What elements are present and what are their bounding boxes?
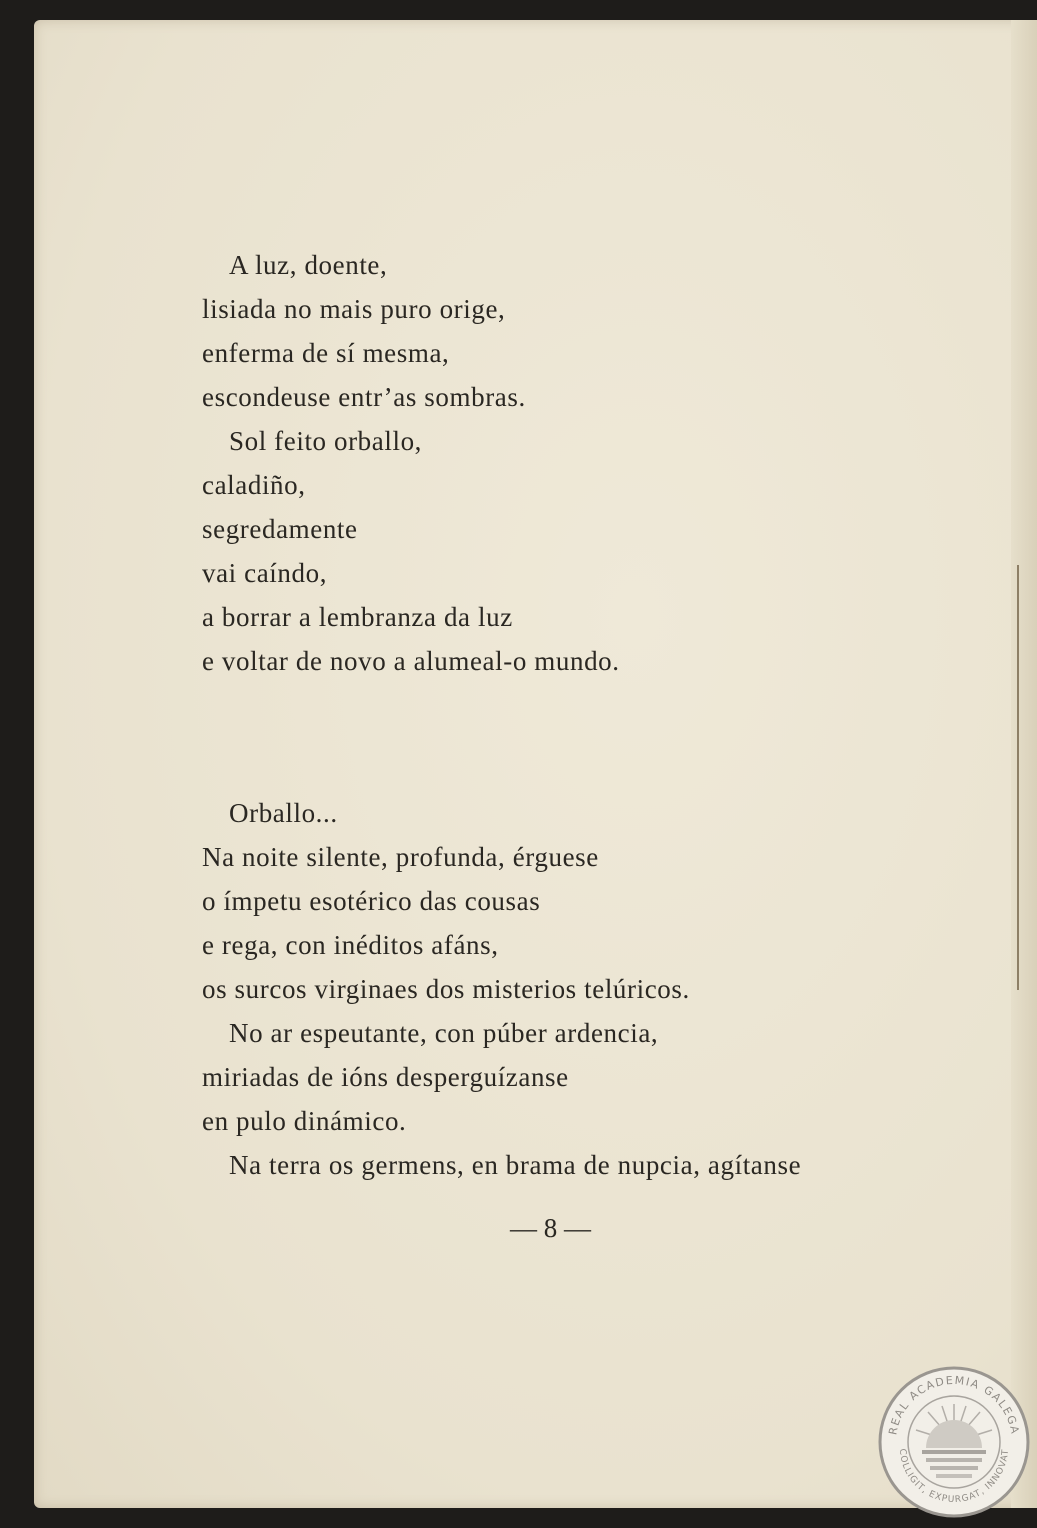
binding-stitch xyxy=(1017,565,1019,990)
poem-line: enferma de sí mesma, xyxy=(202,338,450,368)
poem-line: caladiño, xyxy=(202,470,306,500)
svg-text:COLLIGIT, EXPURGAT, INNOVAT: COLLIGIT, EXPURGAT, INNOVAT xyxy=(896,1448,1012,1506)
poem-line: Sol feito orballo, xyxy=(229,426,423,456)
page-number: — 8 — xyxy=(510,1213,591,1243)
poem-line: os surcos virginaes dos misterios telúricos. xyxy=(202,974,690,1004)
poem-line: miriadas de ións desperguízanse xyxy=(202,1062,569,1092)
page-gutter xyxy=(1011,20,1037,1508)
poem-line: Orballo... xyxy=(229,798,338,828)
poem-line: segredamente xyxy=(202,514,358,544)
poem-line: e voltar de novo a alumeal-o mundo. xyxy=(202,646,620,676)
poem-line: No ar espeutante, con púber ardencia, xyxy=(229,1018,659,1048)
poem-line: e rega, con inéditos afáns, xyxy=(202,930,499,960)
poem-line: Na noite silente, profunda, érguese xyxy=(202,842,599,872)
poem-line: vai caíndo, xyxy=(202,558,328,588)
poem-line: lisiada no mais puro orige, xyxy=(202,294,506,324)
seal-icon xyxy=(876,1364,1032,1520)
poem-line: A luz, doente, xyxy=(229,250,388,280)
poem-line: o ímpetu esotérico das cousas xyxy=(202,886,541,916)
poem-line: en pulo dinámico. xyxy=(202,1106,407,1136)
poem-line: Na terra os germens, en brama de nupcia, agítanse xyxy=(229,1150,802,1180)
svg-text:REAL ACADEMIA GALEGA: REAL ACADEMIA GALEGA xyxy=(886,1373,1022,1436)
academy-seal-stamp xyxy=(876,1364,1032,1520)
poem-line: escondeuse entr’as sombras. xyxy=(202,382,526,412)
book-page xyxy=(34,20,1037,1508)
poem-line: a borrar a lembranza da luz xyxy=(202,602,513,632)
